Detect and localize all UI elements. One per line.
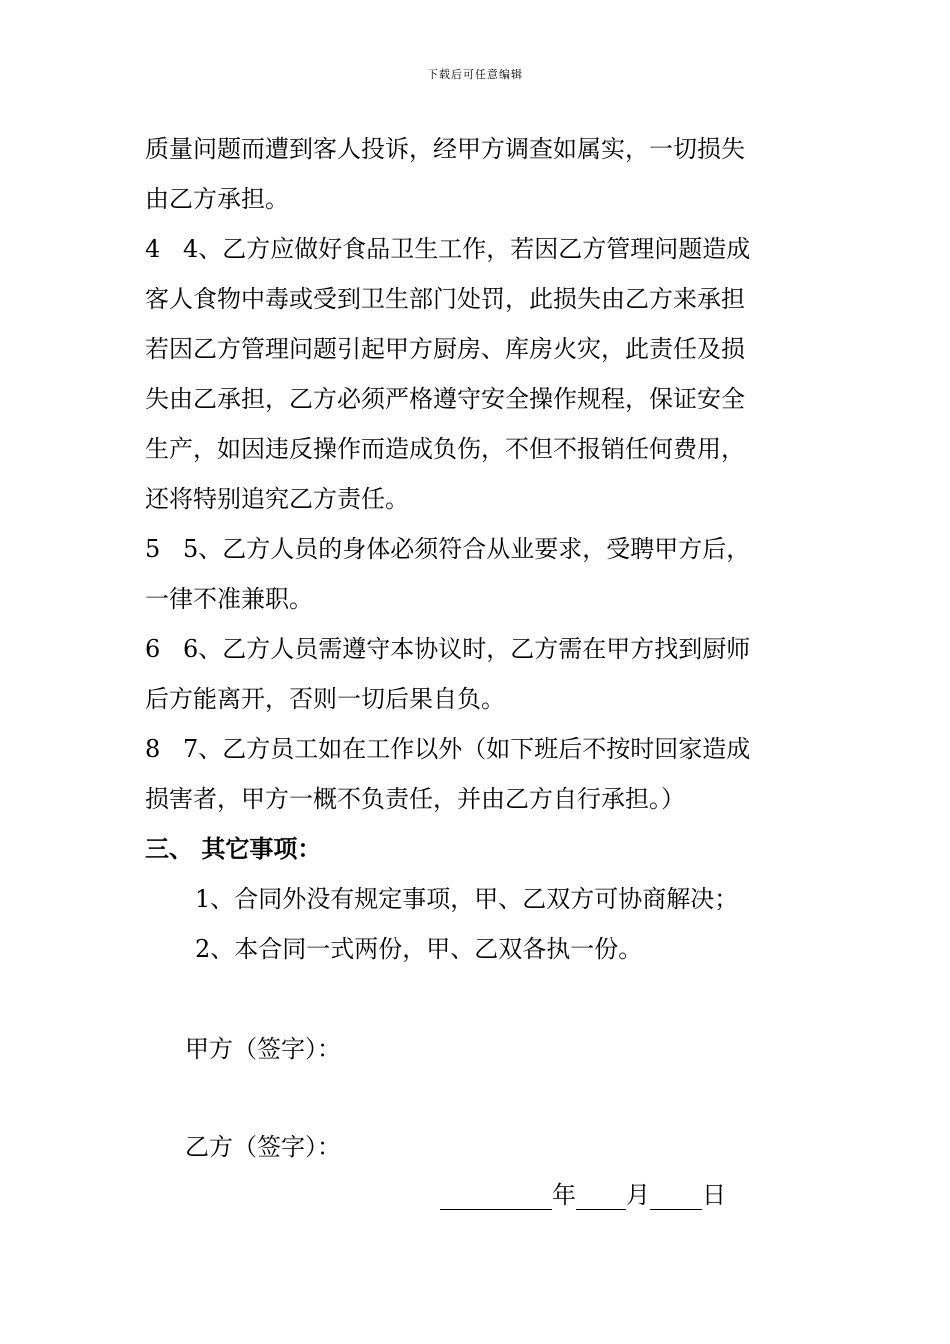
- paragraph-line: 质量问题而遭到客人投诉，经甲方调查如属实，一切损失: [145, 135, 745, 163]
- date-line: [440, 1180, 726, 1210]
- paragraph-line: 一律不准兼职。: [145, 585, 313, 613]
- clause-4-line: [145, 234, 750, 264]
- paragraph-line: 失由乙承担，乙方必须严格遵守安全操作规程，保证安全: [145, 385, 745, 413]
- section-heading: 三、 其它事项：: [145, 834, 322, 863]
- clause-number: 5: [145, 535, 161, 563]
- paragraph-line: 还将特别追究乙方责任。: [145, 485, 409, 513]
- clause-text: 6、乙方人员需遵守本协议时，乙方需在甲方找到厨师: [183, 635, 751, 663]
- paragraph-line: 后方能离开，否则一切后果自负。: [145, 685, 505, 713]
- year-label: 年: [552, 1181, 576, 1209]
- clause-text: 4、乙方应做好食品卫生工作，若因乙方管理问题造成: [183, 235, 751, 263]
- section-item: 1、合同外没有规定事项，甲、乙双方可协商解决；: [195, 885, 739, 913]
- day-label: 日: [702, 1181, 726, 1209]
- day-blank: [650, 1183, 702, 1210]
- paragraph-line: 若因乙方管理问题引起甲方厨房、库房火灾，此责任及损: [145, 335, 745, 363]
- clause-number: 6: [145, 635, 161, 663]
- clause-number: 8: [145, 735, 161, 763]
- paragraph-line: 由乙方承担。: [145, 185, 289, 213]
- clause-text: 5、乙方人员的身体必须符合从业要求，受聘甲方后，: [183, 535, 751, 563]
- clause-number: 4: [145, 235, 161, 263]
- clause-text: 7、乙方员工如在工作以外（如下班后不按时回家造成: [183, 735, 751, 763]
- clause-7-line: [145, 734, 750, 764]
- party-a-signature-label: 甲方（签字）：: [185, 1035, 341, 1063]
- paragraph-line: 客人食物中毒或受到卫生部门处罚，此损失由乙方来承担: [145, 285, 745, 313]
- paragraph-line: 损害者，甲方一概不负责任，并由乙方自行承担。）: [145, 785, 685, 813]
- party-b-signature-label: 乙方（签字）：: [185, 1133, 341, 1161]
- clause-5-line: [145, 534, 750, 564]
- section-item: 2、本合同一式两份，甲、乙双各执一份。: [195, 935, 643, 963]
- month-blank: [576, 1183, 626, 1210]
- paragraph-line: 生产，如因违反操作而造成负伤，不但不报销任何费用，: [145, 435, 745, 463]
- month-label: 月: [626, 1181, 650, 1209]
- page-header-note: 下载后可任意编辑: [427, 68, 523, 81]
- year-blank: [440, 1183, 552, 1210]
- clause-6-line: [145, 634, 750, 664]
